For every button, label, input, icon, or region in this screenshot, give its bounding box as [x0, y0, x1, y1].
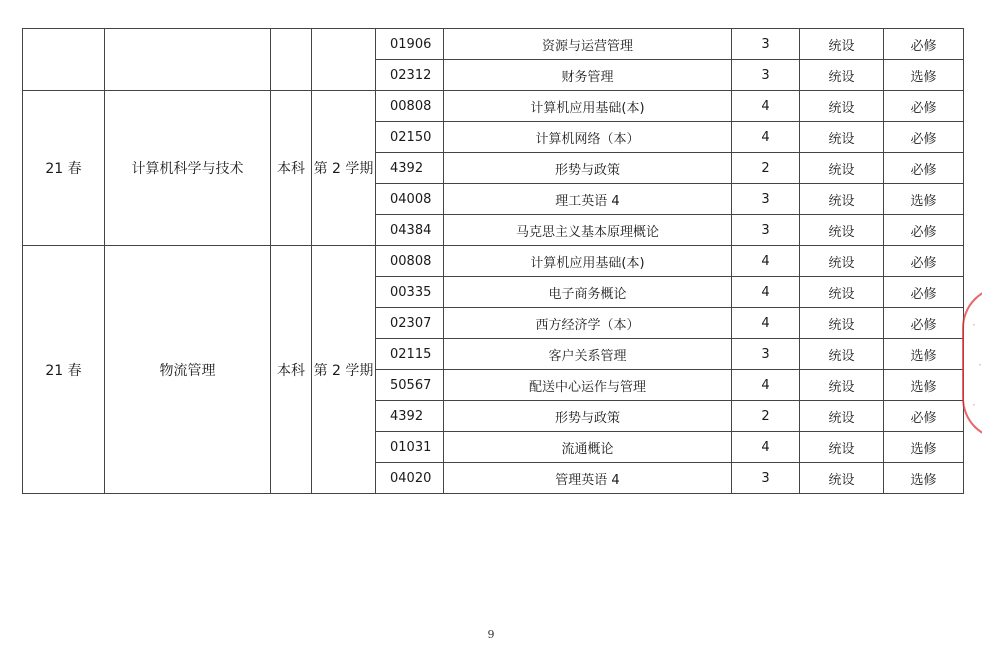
course-code-cell: 02115	[376, 339, 444, 370]
intake-cell: 21 春	[23, 246, 105, 494]
red-seal-stamp	[962, 286, 982, 440]
course-type-cell: 选修	[884, 370, 964, 401]
course-type-cell: 选修	[884, 60, 964, 91]
course-code-cell: 04384	[376, 215, 444, 246]
source-cell: 统设	[800, 401, 884, 432]
source-cell: 统设	[800, 29, 884, 60]
course-code-cell: 04008	[376, 184, 444, 215]
course-name-cell: 西方经济学（本）	[444, 308, 732, 339]
credits-cell: 3	[732, 60, 800, 91]
credits-cell: 2	[732, 401, 800, 432]
course-type-cell: 选修	[884, 339, 964, 370]
source-cell: 统设	[800, 277, 884, 308]
course-type-cell: 必修	[884, 246, 964, 277]
course-name-cell: 形势与政策	[444, 401, 732, 432]
course-name-cell: 电子商务概论	[444, 277, 732, 308]
credits-cell: 4	[732, 277, 800, 308]
course-name-cell: 客户关系管理	[444, 339, 732, 370]
course-name-cell: 管理英语 4	[444, 463, 732, 494]
course-table	[22, 28, 964, 494]
major-cell	[105, 29, 271, 91]
credits-cell: 4	[732, 370, 800, 401]
course-type-cell: 必修	[884, 122, 964, 153]
course-code-cell: 04020	[376, 463, 444, 494]
source-cell: 统设	[800, 215, 884, 246]
semester-cell: 第 2 学期	[312, 91, 376, 246]
course-type-cell: 选修	[884, 463, 964, 494]
table-row	[23, 29, 964, 60]
semester-cell: 第 2 学期	[312, 246, 376, 494]
course-type-cell: 选修	[884, 432, 964, 463]
credits-cell: 4	[732, 91, 800, 122]
source-cell: 统设	[800, 184, 884, 215]
major-cell: 计算机科学与技术	[105, 91, 271, 246]
source-cell: 统设	[800, 153, 884, 184]
course-code-cell: 00335	[376, 277, 444, 308]
credits-cell: 4	[732, 122, 800, 153]
course-code-cell: 02312	[376, 60, 444, 91]
course-name-cell: 计算机网络（本）	[444, 122, 732, 153]
source-cell: 统设	[800, 370, 884, 401]
course-code-cell: 50567	[376, 370, 444, 401]
level-cell: 本科	[271, 91, 312, 246]
source-cell: 统设	[800, 60, 884, 91]
level-cell: 本科	[271, 246, 312, 494]
course-name-cell: 财务管理	[444, 60, 732, 91]
credits-cell: 3	[732, 463, 800, 494]
course-code-cell: 02307	[376, 308, 444, 339]
credits-cell: 4	[732, 246, 800, 277]
course-type-cell: 必修	[884, 308, 964, 339]
page-number: 9	[487, 628, 495, 641]
course-name-cell: 计算机应用基础(本)	[444, 91, 732, 122]
course-type-cell: 必修	[884, 29, 964, 60]
table-row	[23, 91, 964, 122]
semester-cell	[312, 29, 376, 91]
intake-cell	[23, 29, 105, 91]
table-row	[23, 246, 964, 277]
credits-cell: 3	[732, 184, 800, 215]
course-name-cell: 配送中心运作与管理	[444, 370, 732, 401]
source-cell: 统设	[800, 432, 884, 463]
course-code-cell: 00808	[376, 246, 444, 277]
course-type-cell: 必修	[884, 91, 964, 122]
seal-mark: ·	[972, 398, 976, 412]
level-cell	[271, 29, 312, 91]
course-type-cell: 必修	[884, 153, 964, 184]
source-cell: 统设	[800, 308, 884, 339]
source-cell: 统设	[800, 91, 884, 122]
credits-cell: 3	[732, 215, 800, 246]
source-cell: 统设	[800, 339, 884, 370]
course-name-cell: 马克思主义基本原理概论	[444, 215, 732, 246]
source-cell: 统设	[800, 246, 884, 277]
seal-mark: ·	[978, 358, 982, 372]
source-cell: 统设	[800, 463, 884, 494]
course-code-cell: 01906	[376, 29, 444, 60]
seal-mark: ·	[972, 318, 976, 332]
course-code-cell: 4392	[376, 401, 444, 432]
course-code-cell: 4392	[376, 153, 444, 184]
credits-cell: 4	[732, 432, 800, 463]
course-name-cell: 理工英语 4	[444, 184, 732, 215]
course-code-cell: 00808	[376, 91, 444, 122]
course-name-cell: 计算机应用基础(本)	[444, 246, 732, 277]
course-type-cell: 选修	[884, 184, 964, 215]
course-type-cell: 必修	[884, 401, 964, 432]
credits-cell: 2	[732, 153, 800, 184]
course-name-cell: 流通概论	[444, 432, 732, 463]
credits-cell: 3	[732, 339, 800, 370]
course-code-cell: 01031	[376, 432, 444, 463]
credits-cell: 3	[732, 29, 800, 60]
intake-cell: 21 春	[23, 91, 105, 246]
course-name-cell: 资源与运营管理	[444, 29, 732, 60]
credits-cell: 4	[732, 308, 800, 339]
source-cell: 统设	[800, 122, 884, 153]
major-cell: 物流管理	[105, 246, 271, 494]
course-type-cell: 必修	[884, 215, 964, 246]
course-code-cell: 02150	[376, 122, 444, 153]
course-type-cell: 必修	[884, 277, 964, 308]
course-name-cell: 形势与政策	[444, 153, 732, 184]
